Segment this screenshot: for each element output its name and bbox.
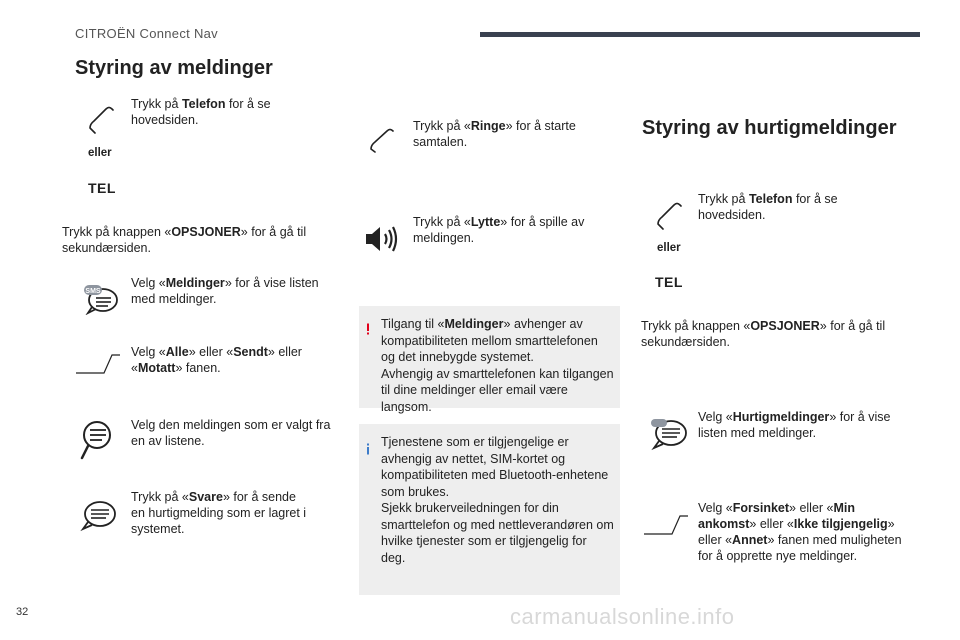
info-note	[359, 424, 620, 595]
call-icon	[368, 127, 398, 153]
or-label: eller	[657, 242, 681, 254]
phone-icon	[654, 200, 684, 230]
tab-icon	[74, 353, 122, 375]
phone-icon	[86, 104, 116, 134]
page-number: 32	[16, 606, 29, 618]
section-heading-quick-messages: Styring av hurtigmeldinger	[642, 117, 897, 139]
section-heading-messages: Styring av meldinger	[75, 57, 273, 79]
or-label: eller	[88, 147, 112, 159]
watermark: carmanualsonline.info	[510, 604, 735, 629]
info-icon	[366, 438, 370, 460]
running-header: CITROËN Connect Nav	[75, 26, 218, 41]
options-instruction-quick: Trykk på knappen «OPSJONER» for å gå til sekundærsiden.	[641, 319, 886, 349]
warning-note	[359, 306, 620, 414]
warning-exclamation-icon	[366, 318, 370, 340]
step-select-quick-tab: Velg «Forsinket» eller «Min ankomst» eller «Ikke tilgjengelig» eller «Annet» fanen med muligheten for å opprette nye meldinger.	[698, 501, 902, 563]
step-call: Trykk på «Ringe» for å starte samtalen.	[413, 119, 576, 149]
step-select-tab: Velg «Alle» eller «Sendt» eller «Motatt» fanen.	[131, 345, 302, 375]
sms-icon	[82, 283, 120, 315]
step-select-message: Velg den meldingen som er valgt fra en av listene.	[131, 418, 331, 448]
tel-button-label: TEL	[655, 274, 683, 290]
sms-badge-text: SMS	[85, 288, 101, 295]
info-text: Tjenestene som er tilgjengelige er avhengig av nettet, SIM-kortet og kompatibiliteten med Bluetooth-enhetene som brukes. Sjekk brukerveiledningen for din smarttelefon og med nettleverandøren om hvilke tjenester som er tilgjengelig for deg.	[381, 435, 614, 565]
step-select-messages: Velg «Meldinger» for å vise listen med meldinger.	[131, 276, 319, 306]
options-instruction: Trykk på knappen «OPSJONER» for å gå til sekundærsiden.	[62, 225, 307, 255]
step-listen: Trykk på «Lytte» for å spille av meldingen.	[413, 215, 585, 245]
list-search-icon	[80, 418, 116, 460]
reply-message-icon	[78, 498, 118, 532]
tel-button-label: TEL	[88, 180, 116, 196]
step-select-quick-messages: Velg «Hurtigmeldinger» for å vise listen med meldinger.	[698, 410, 891, 440]
quick-message-icon	[649, 417, 689, 451]
warning-text: Tilgang til «Meldinger» avhenger av kompatibiliteten mellom smarttelefonen og det innebygde systemet. Avhengig av smarttelefonen kan tilgangen til dine meldinger eller email være langsom.	[381, 317, 614, 414]
step-open-phone: Trykk på Telefon for å se hovedsiden.	[131, 97, 271, 127]
tab-icon	[642, 514, 690, 536]
step-open-phone-quick: Trykk på Telefon for å se hovedsiden.	[698, 192, 838, 222]
step-reply: Trykk på «Svare» for å sende en hurtigmelding som er lagret i systemet.	[131, 490, 307, 536]
speaker-icon	[364, 224, 400, 254]
header-bar	[480, 32, 920, 37]
